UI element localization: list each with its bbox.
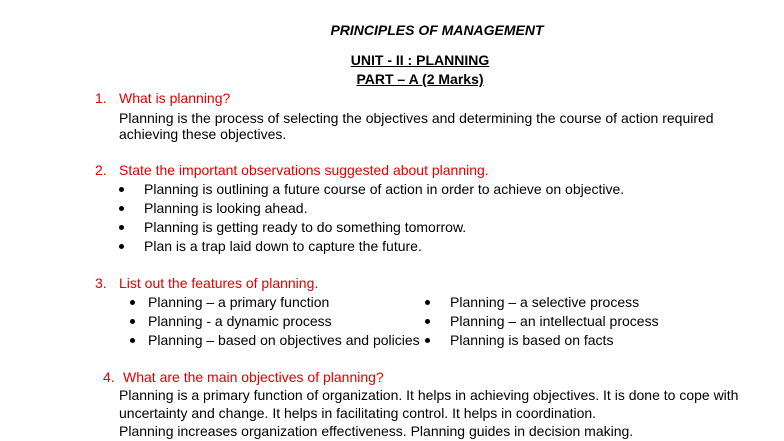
list-item: Planning - a dynamic process [130, 313, 332, 329]
question-2 [95, 162, 489, 178]
question-text: What are the main objectives of planning? [123, 369, 384, 385]
answer-line: uncertainty and change. It helps in facilitating control. It helps in coordination. [119, 405, 597, 421]
document-title: PRINCIPLES OF MANAGEMENT [330, 22, 544, 38]
bullet-icon [425, 319, 430, 324]
unit-heading: UNIT - II : PLANNING [350, 52, 490, 68]
bullet-icon [130, 300, 135, 305]
list-item: Planning – a primary function [130, 294, 329, 310]
question-number: 2. [95, 162, 107, 178]
answer-line: Planning increases organization effectiveness. Planning guides in decision making. [119, 423, 634, 439]
list-item: Planning – an intellectual process [425, 313, 659, 329]
question-number: 3. [95, 275, 107, 291]
bullet-icon [119, 206, 124, 211]
question-number: 4. [103, 369, 115, 385]
bullet-icon [130, 338, 135, 343]
bullet-icon [130, 319, 135, 324]
question-4 [103, 369, 384, 385]
list-item: Planning is getting ready to do something tomorrow. [119, 219, 466, 235]
part-heading: PART – A (2 Marks) [356, 71, 484, 87]
question-number: 1. [95, 90, 107, 106]
list-item: Planning is looking ahead. [119, 200, 307, 216]
bullet-icon [119, 244, 124, 249]
list-item: Planning is outlining a future course of action in order to achieve on objective. [119, 181, 624, 197]
bullet-icon [425, 300, 430, 305]
question-text: List out the features of planning. [119, 275, 319, 291]
question-text: What is planning? [119, 90, 231, 106]
answer-1: Planning is the process of selecting the objectives and determining the course of action required achieving these objectives. [119, 110, 714, 142]
bullet-icon [119, 187, 124, 192]
answer-line: Planning is a primary function of organization. It helps in achieving objectives. It is done to cope with [119, 387, 739, 403]
bullet-icon [425, 338, 430, 343]
list-item: Planning – a selective process [425, 294, 639, 310]
question-text: State the important observations suggested about planning. [119, 162, 489, 178]
list-item: Plan is a trap laid down to capture the future. [119, 238, 422, 254]
question-1 [95, 90, 230, 106]
bullet-icon [119, 225, 124, 230]
list-item: Planning is based on facts [425, 332, 613, 348]
list-item: Planning – based on objectives and policies [130, 332, 420, 348]
question-3 [95, 275, 318, 291]
